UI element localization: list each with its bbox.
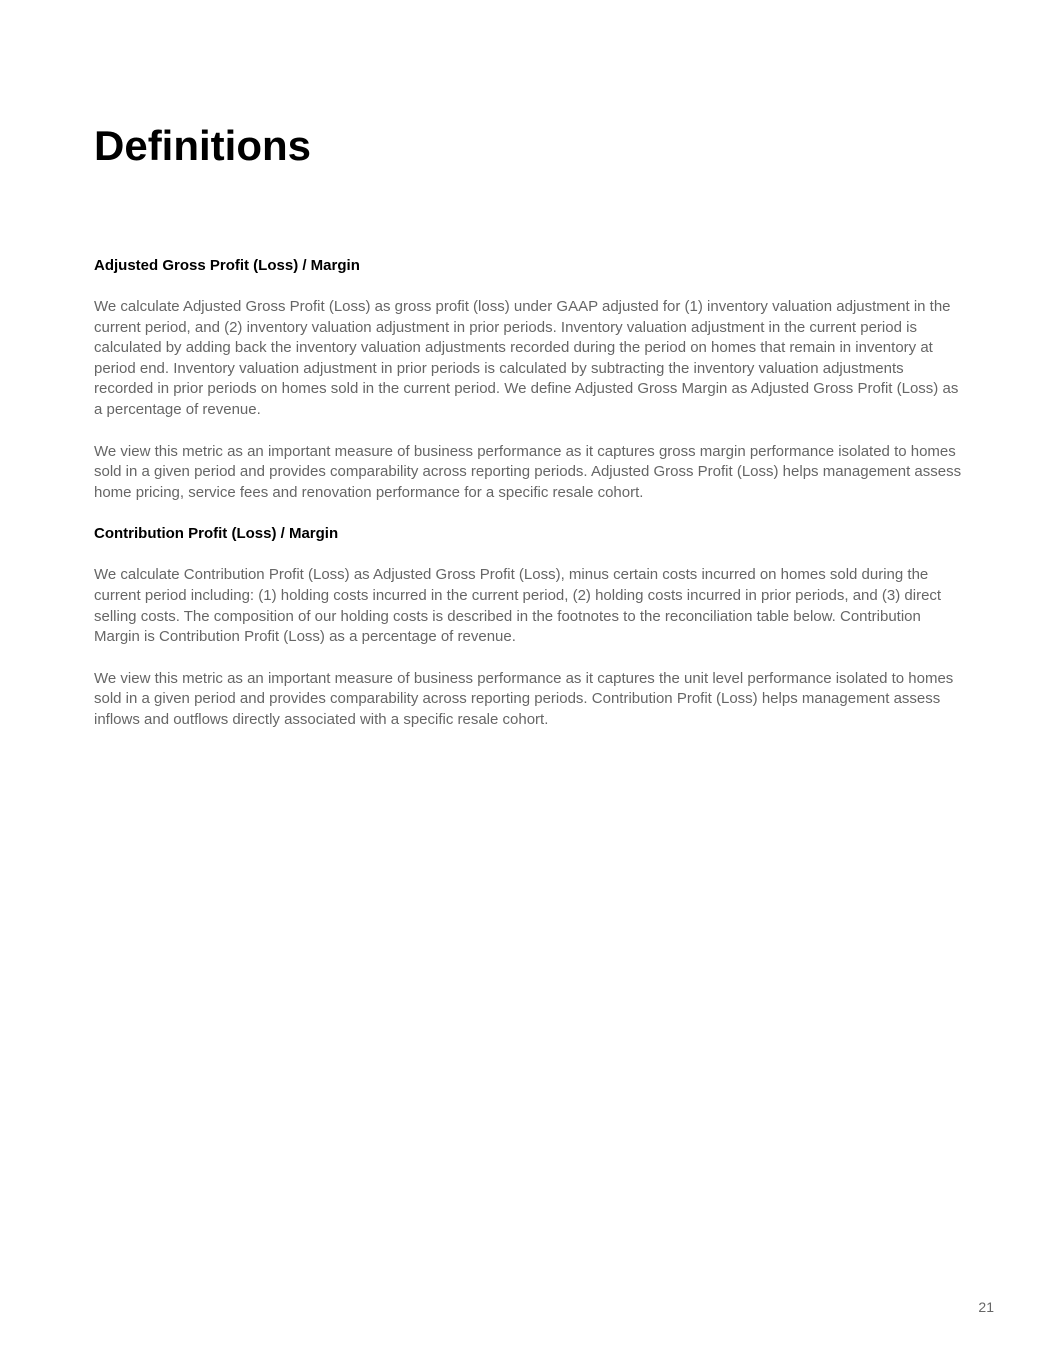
section-heading-adjusted-gross-profit: Adjusted Gross Profit (Loss) / Margin — [94, 257, 360, 274]
section-heading-contribution-profit: Contribution Profit (Loss) / Margin — [94, 525, 339, 543]
spacer — [94, 503, 966, 524]
page-title: Definitions — [94, 122, 311, 169]
page-number: 21 — [978, 1299, 994, 1315]
spacer — [94, 544, 966, 565]
contribution-profit-rationale: We view this metric as an important measure of business performance as it captures the unit level performance isolated to homes sold in a given period and provides comparability across reporting periods. Contribution Profit (Loss) helps management assess inflows and outflows directly associated with a specific resale cohort. — [94, 669, 954, 728]
contribution-profit-definition: We calculate Contribution Profit (Loss) as Adjusted Gross Profit (Loss), minus certain costs incurred on homes sold during the current period including: (1) holding costs incurred in the current period, (2) holding costs incurred in prior periods, and (3) direct selling costs. The composition of our holding costs is described in the footnotes to the reconciliation table below. Contribution Margin is Contribution Profit (Loss) as a percentage of revenue. — [94, 566, 942, 646]
definitions-content — [94, 256, 966, 731]
adjusted-gross-profit-rationale: We view this metric as an important measure of business performance as it captures gross margin performance isolated to homes sold in a given period and provides comparability across reporting periods. Adjusted Gross Profit (Loss) helps management assess home pricing, service fees and renovation performance for a specific resale cohort. — [94, 442, 962, 501]
spacer — [94, 421, 966, 442]
spacer — [94, 276, 966, 297]
adjusted-gross-profit-definition: We calculate Adjusted Gross Profit (Loss) as gross profit (loss) under GAAP adjusted for (1) inventory valuation adjustment in the current period, and (2) inventory valuation adjustment in prior periods. Inventory valuation adjustment in the current period is calculated by adding back the inventory valuation adjustments recorded during the period on homes that remain in inventory at period end. Inventory valuation adjustment in prior periods is calculated by subtracting the inventory valuation adjustments recorded in prior periods on homes sold in the current period. We define Adjusted Gross Margin as Adjusted Gross Profit (Loss) as a percentage of revenue. — [94, 298, 959, 418]
spacer — [94, 648, 966, 669]
